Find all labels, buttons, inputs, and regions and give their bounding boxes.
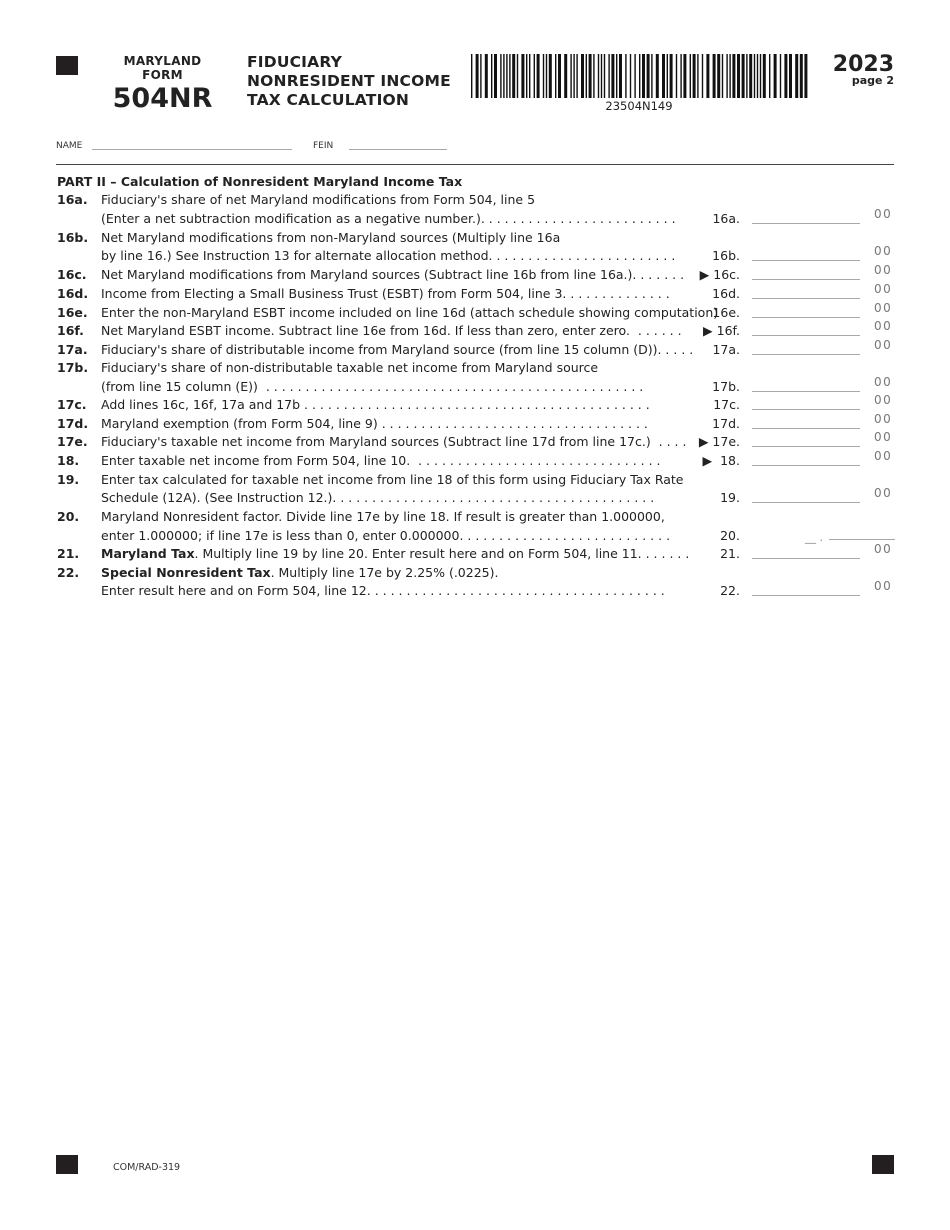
amount-field-17e[interactable] bbox=[752, 446, 860, 447]
cents-17b: 00 bbox=[874, 375, 893, 389]
cents-18: 00 bbox=[874, 449, 893, 463]
amount-field-22[interactable] bbox=[752, 595, 860, 596]
barcode-image bbox=[471, 54, 808, 98]
amount-field-17c[interactable] bbox=[752, 409, 860, 410]
cents-16a: 00 bbox=[874, 207, 893, 221]
line-ref-16c: ▶ 16c. bbox=[699, 267, 740, 282]
form-code: COM/RAD-319 bbox=[113, 1162, 181, 1173]
line-text-16e: Enter the non-Maryland ESBT income included on line 16d (attach schedule showing computation) bbox=[101, 305, 719, 320]
line-text-21-rest: . Multiply line 19 by line 20. Enter result here and on Form 504, line 11. . . . . . . bbox=[194, 546, 690, 561]
line-text-16f: Net Maryland ESBT income. Subtract line 16e from 16d. If less than zero, enter zero. . . . . . . bbox=[101, 323, 682, 338]
line-text-22-bold: Special Nonresident Tax bbox=[101, 565, 271, 580]
state-name: MARYLAND bbox=[123, 54, 202, 68]
line-number-21: 21. bbox=[57, 546, 80, 561]
amount-field-21[interactable] bbox=[752, 558, 860, 559]
form-state-label bbox=[110, 54, 215, 82]
line-text-17c: Add lines 16c, 16f, 17a and 17b . . . . . . . . . . . . . . . . . . . . . . . . . . . . . . . . . . . . . . . . . . . . bbox=[101, 397, 650, 412]
line-text-17e: Fiduciary's taxable net income from Maryland sources (Subtract line 17d from line 17c.) . . . . bbox=[101, 434, 687, 449]
line-number-17b: 17b. bbox=[57, 360, 89, 375]
line-number-19: 19. bbox=[57, 472, 80, 487]
line-text-21-bold: Maryland Tax bbox=[101, 546, 195, 561]
cents-22: 00 bbox=[874, 579, 893, 593]
part-title: PART II – Calculation of Nonresident Maryland Income Tax bbox=[57, 174, 463, 189]
line-text-16d: Income from Electing a Small Business Trust (ESBT) from Form 504, line 3. . . . . . . . . . . . . . bbox=[101, 286, 670, 301]
line-text-16b-cont: by line 16.) See Instruction 13 for alternate allocation method. . . . . . . . . . . . . . . . . . . . . . . . bbox=[101, 248, 676, 263]
cents-16b: 00 bbox=[874, 244, 893, 258]
line-number-17e: 17e. bbox=[57, 434, 88, 449]
line-ref-17c: 17c. bbox=[713, 397, 740, 412]
factor-placeholder: __ . bbox=[805, 531, 823, 544]
page-number: page 2 bbox=[851, 74, 894, 87]
line-number-16f: 16f. bbox=[57, 323, 84, 338]
line-number-17a: 17a. bbox=[57, 342, 88, 357]
line-number-16c: 16c. bbox=[57, 267, 87, 282]
registration-mark-bottom-right bbox=[872, 1155, 894, 1174]
line-number-16a: 16a. bbox=[57, 192, 88, 207]
line-ref-16d: 16d. bbox=[712, 286, 740, 301]
form-number: 504NR bbox=[112, 83, 213, 114]
line-ref-17b: 17b. bbox=[712, 379, 740, 394]
amount-field-17b[interactable] bbox=[752, 391, 860, 392]
amount-field-19[interactable] bbox=[752, 502, 860, 503]
cents-19: 00 bbox=[874, 486, 893, 500]
cents-16e: 00 bbox=[874, 301, 893, 315]
name-field[interactable] bbox=[92, 149, 292, 150]
cents-17a: 00 bbox=[874, 338, 893, 352]
line-ref-16b: 16b. bbox=[712, 248, 740, 263]
tax-year: 2023 bbox=[832, 52, 894, 77]
amount-field-16b[interactable] bbox=[752, 260, 860, 261]
amount-field-16e[interactable] bbox=[752, 317, 860, 318]
line-text-22-cont: Enter result here and on Form 504, line 12. . . . . . . . . . . . . . . . . . . . . . . . . . . . . . . . . . . . . . bbox=[101, 583, 665, 598]
line-ref-22: 22. bbox=[720, 583, 740, 598]
line-number-17d: 17d. bbox=[57, 416, 89, 431]
line-ref-16a: 16a. bbox=[712, 211, 740, 226]
cents-16f: 00 bbox=[874, 319, 893, 333]
amount-field-16a[interactable] bbox=[752, 223, 860, 224]
line-text-17b-cont: (from line 15 column (E)) . . . . . . . . . . . . . . . . . . . . . . . . . . . . . . . . . . . . . . . . . . . . . . . . bbox=[101, 379, 644, 394]
amount-field-17d[interactable] bbox=[752, 428, 860, 429]
line-text-16c: Net Maryland modifications from Maryland sources (Subtract line 16b from line 16a.). . . . . . . bbox=[101, 267, 685, 282]
amount-field-16c[interactable] bbox=[752, 279, 860, 280]
line-ref-17a: 17a. bbox=[712, 342, 740, 357]
form-title-line-1: FIDUCIARY bbox=[247, 53, 343, 71]
line-ref-16f: ▶ 16f. bbox=[703, 323, 740, 338]
line-number-16b: 16b. bbox=[57, 230, 89, 245]
cents-17c: 00 bbox=[874, 393, 893, 407]
line-ref-18: ▶ 18. bbox=[702, 453, 740, 468]
line-ref-20: 20. bbox=[720, 528, 740, 543]
line-text-19: Enter tax calculated for taxable net income from line 18 of this form using Fiduciary Tax Rate bbox=[101, 472, 684, 487]
line-text-20: Maryland Nonresident factor. Divide line 17e by line 18. If result is greater than 1.000000, bbox=[101, 509, 665, 524]
line-number-18: 18. bbox=[57, 453, 80, 468]
amount-field-18[interactable] bbox=[752, 465, 860, 466]
line-text-17b: Fiduciary's share of non-distributable taxable net income from Maryland source bbox=[101, 360, 599, 375]
line-text-22-rest: . Multiply line 17e by 2.25% (.0225). bbox=[270, 565, 499, 580]
form-title bbox=[247, 53, 451, 110]
amount-field-16f[interactable] bbox=[752, 335, 860, 336]
fein-field[interactable] bbox=[349, 149, 447, 150]
cents-16c: 00 bbox=[874, 263, 893, 277]
line-ref-17d: 17d. bbox=[712, 416, 740, 431]
barcode-number: 23504N149 bbox=[605, 99, 673, 113]
line-ref-17e: ▶ 17e. bbox=[698, 434, 740, 449]
line-number-16e: 16e. bbox=[57, 305, 88, 320]
line-text-17d: Maryland exemption (from Form 504, line 9) . . . . . . . . . . . . . . . . . . . . . . . . . . . . . . . . . . bbox=[101, 416, 648, 431]
line-text-17a: Fiduciary's share of distributable income from Maryland source (from line 15 column (D)). . . . . bbox=[101, 342, 694, 357]
line-ref-21: 21. bbox=[720, 546, 740, 561]
line-text-22 bbox=[101, 565, 498, 580]
amount-field-17a[interactable] bbox=[752, 354, 860, 355]
form-title-line-3: TAX CALCULATION bbox=[247, 91, 410, 109]
cents-17d: 00 bbox=[874, 412, 893, 426]
fein-label: FEIN bbox=[313, 141, 334, 151]
line-number-20: 20. bbox=[57, 509, 80, 524]
form-word: FORM bbox=[142, 68, 183, 82]
line-text-19-cont: Schedule (12A). (See Instruction 12.). . . . . . . . . . . . . . . . . . . . . . . . . . . . . . . . . . . . . . . . . bbox=[101, 490, 655, 505]
form-title-line-2: NONRESIDENT INCOME bbox=[247, 72, 451, 90]
line-number-16d: 16d. bbox=[57, 286, 89, 301]
name-label: NAME bbox=[56, 141, 83, 151]
amount-field-16d[interactable] bbox=[752, 298, 860, 299]
line-text-16a-cont: (Enter a net subtraction modification as a negative number.). . . . . . . . . . . . . . . . . . . . . . . . . bbox=[101, 211, 676, 226]
line-ref-19: 19. bbox=[720, 490, 740, 505]
line-number-17c: 17c. bbox=[57, 397, 87, 412]
registration-mark-top-left bbox=[56, 56, 78, 75]
line-number-22: 22. bbox=[57, 565, 80, 580]
cents-16d: 00 bbox=[874, 282, 893, 296]
cents-21: 00 bbox=[874, 542, 893, 556]
factor-field-20[interactable] bbox=[829, 539, 895, 540]
line-text-16b: Net Maryland modifications from non-Maryland sources (Multiply line 16a bbox=[101, 230, 561, 245]
line-text-16a: Fiduciary's share of net Maryland modifications from Form 504, line 5 bbox=[101, 192, 536, 207]
cents-17e: 00 bbox=[874, 430, 893, 444]
line-text-20-cont: enter 1.000000; if line 17e is less than 0, enter 0.000000. . . . . . . . . . . . . . . . . . . . . . . . . . . bbox=[101, 528, 671, 543]
line-text-21 bbox=[101, 546, 689, 561]
line-text-18: Enter taxable net income from Form 504, line 10. . . . . . . . . . . . . . . . . . . . . . . . . . . . . . . . bbox=[101, 453, 661, 468]
header-divider bbox=[56, 164, 894, 165]
registration-mark-bottom-left bbox=[56, 1155, 78, 1174]
line-ref-16e: 16e. bbox=[712, 305, 740, 320]
